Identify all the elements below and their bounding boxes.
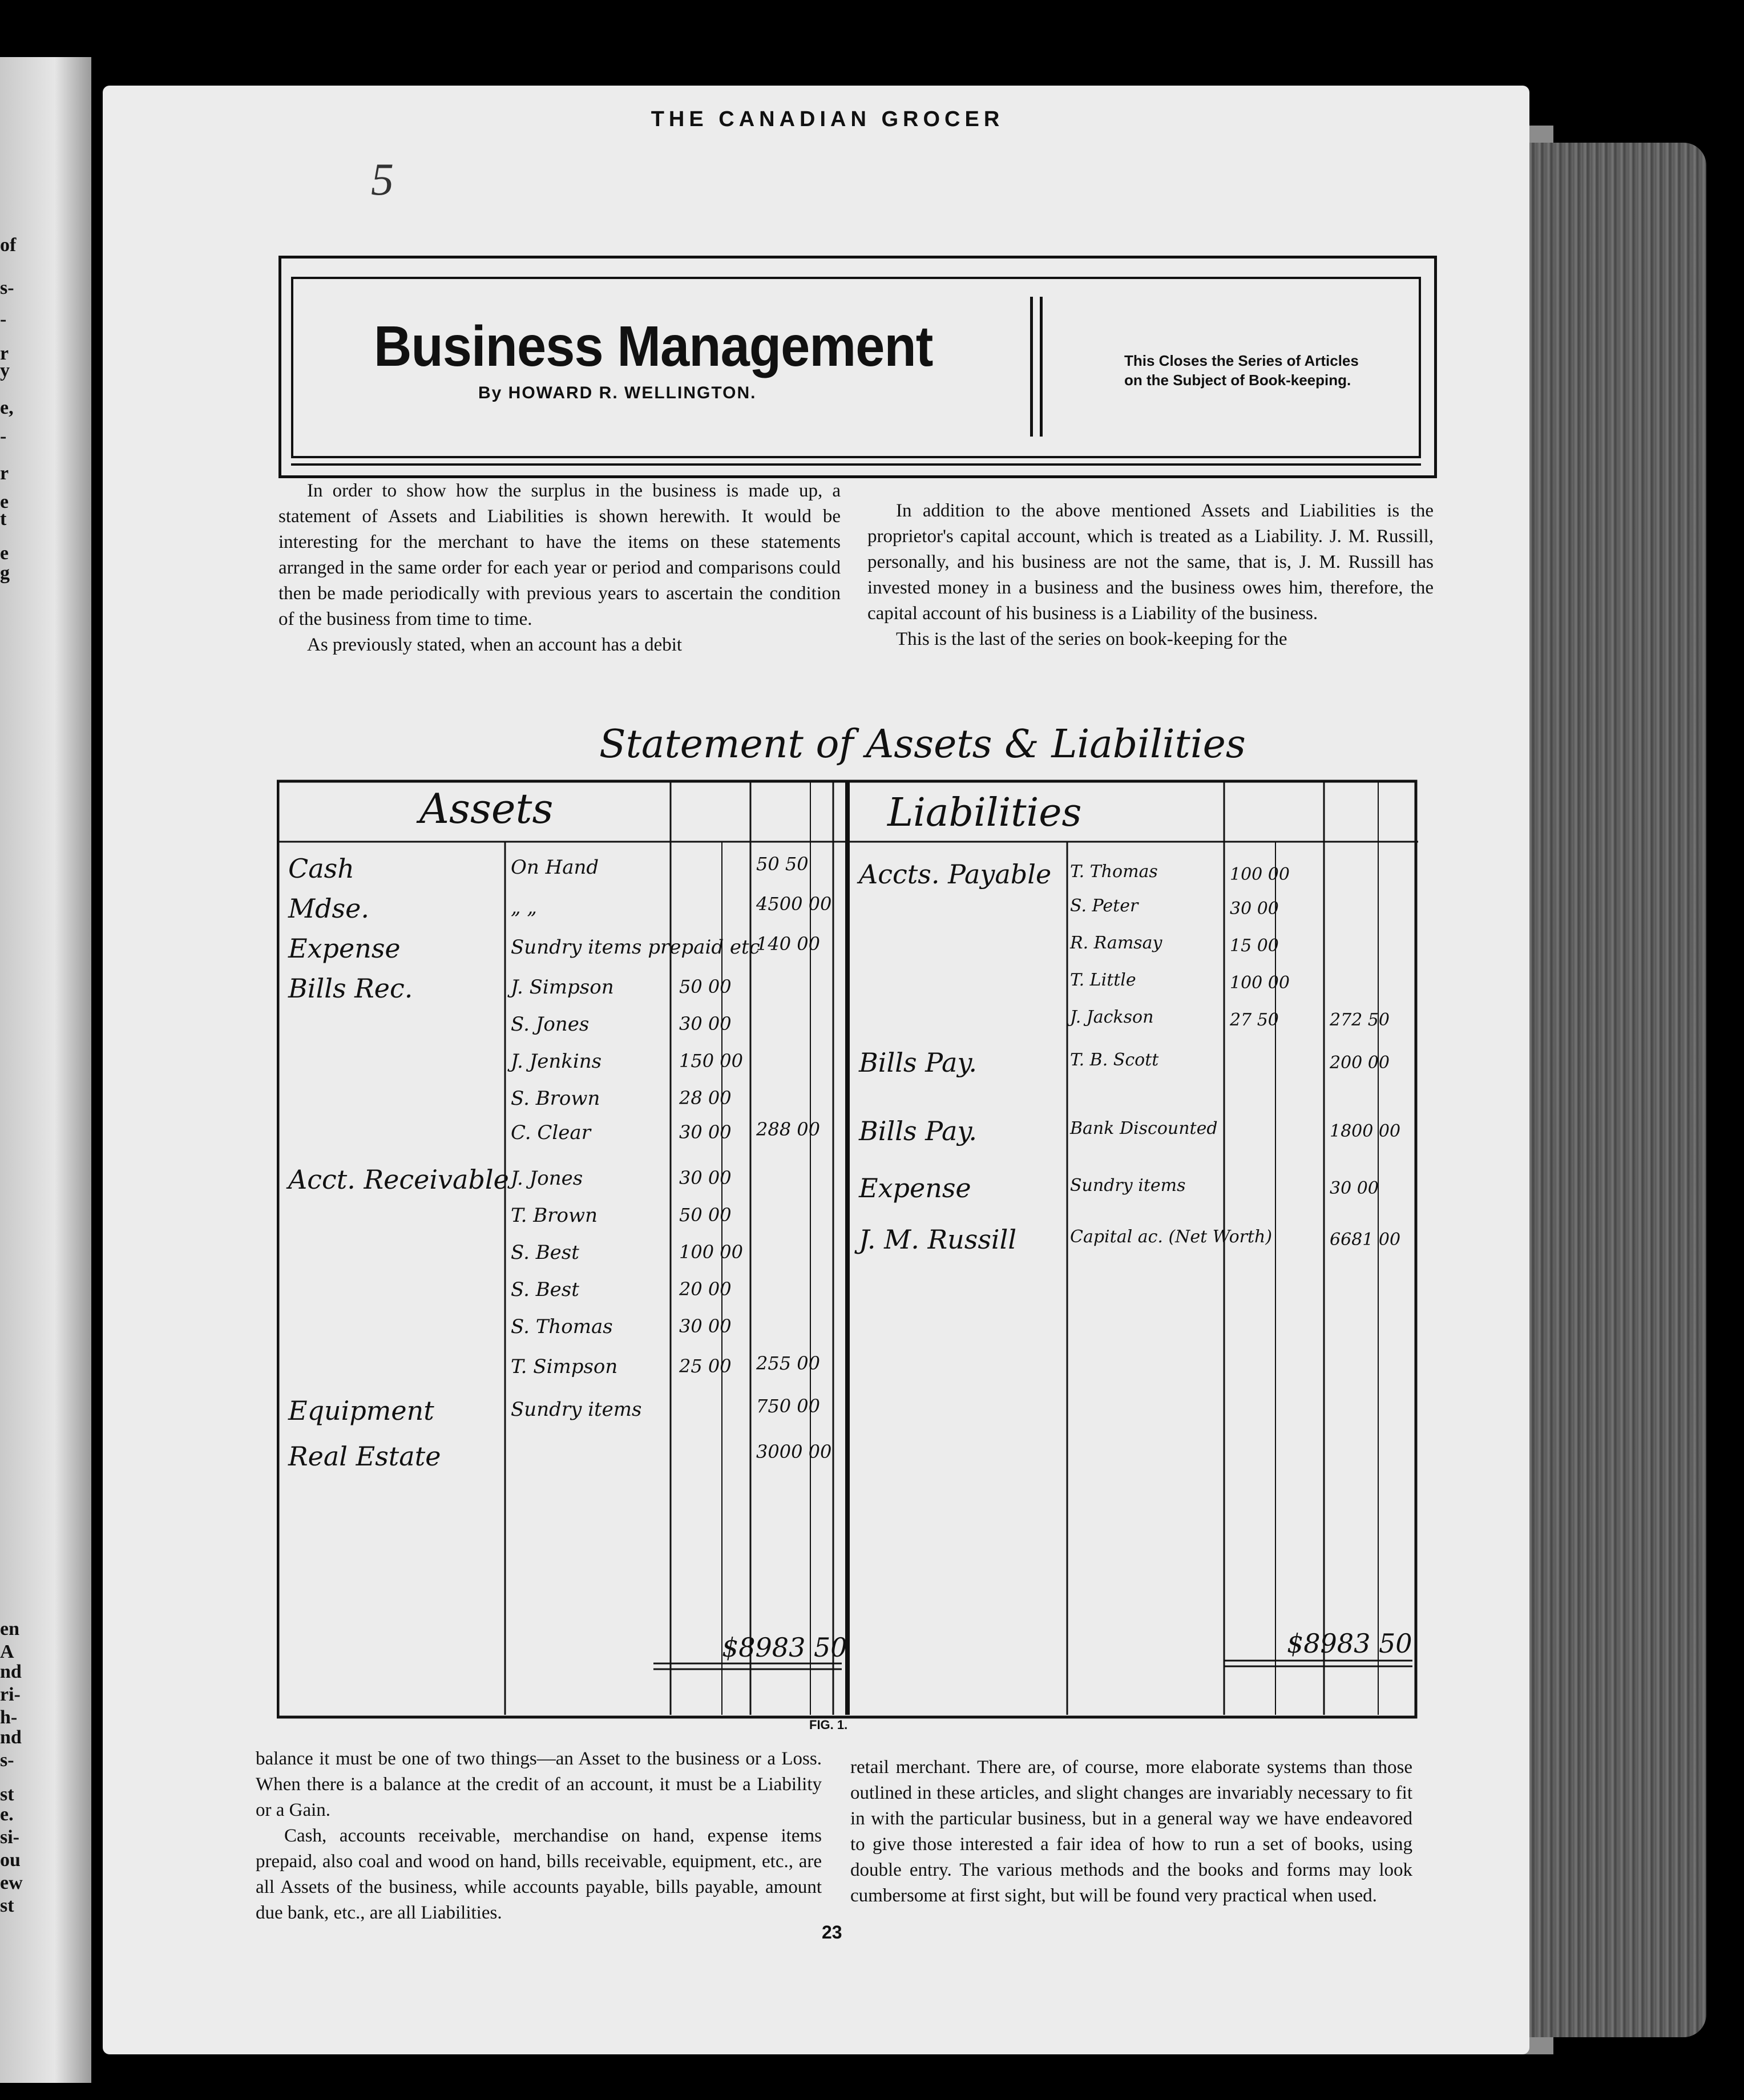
adjacent-page-fragment: - <box>0 426 7 447</box>
asset-amount: 25 00 <box>679 1355 732 1377</box>
article-byline: By HOWARD R. WELLINGTON. <box>478 383 757 402</box>
asset-detail: Sundry items <box>511 1398 642 1421</box>
asset-total: 750 00 <box>756 1395 820 1417</box>
liabilities-header: Liabilities <box>887 790 1082 835</box>
liability-total: 272 50 <box>1330 1010 1390 1030</box>
asset-detail: S. Thomas <box>511 1315 613 1338</box>
book-fore-edge <box>1518 143 1706 2037</box>
series-note: This Closes the Series of Articles on the Subject of Book-keeping. <box>1124 352 1359 389</box>
liability-amount: 15 00 <box>1230 936 1279 956</box>
asset-amount: 150 00 <box>679 1050 743 1072</box>
liability-account: Accts. Payable <box>859 859 1052 890</box>
asset-detail: S. Best <box>511 1241 579 1264</box>
adjacent-page-fragment: si- <box>0 1827 19 1848</box>
liability-detail: J. Jackson <box>1070 1007 1154 1027</box>
adjacent-page-fragment: nd <box>0 1727 22 1748</box>
paragraph: Cash, accounts receivable, merchandise on hand, expense items prepaid, also coal and wood on hand, bills receivable, equipment, etc., are all Assets of the business, while accounts payable, bills payable, amount due bank, etc., are all Liabilities. <box>256 1826 822 1923</box>
adjacent-page-fragment: ri- <box>0 1684 21 1705</box>
liability-amount: 30 00 <box>1230 899 1279 919</box>
liability-total: 200 00 <box>1330 1053 1390 1073</box>
adjacent-page-fragment: h- <box>0 1707 18 1728</box>
asset-account: Acct. Receivable <box>288 1164 509 1195</box>
body-column-bottom-right <box>850 1755 1412 1909</box>
figure-label: FIG. 1. <box>809 1718 848 1732</box>
asset-detail: J. Jenkins <box>511 1050 602 1073</box>
assets-header: Assets <box>419 785 554 833</box>
liability-account: Bills Pay. <box>859 1116 977 1146</box>
asset-total: 50 50 <box>756 853 809 875</box>
liability-detail: T. Thomas <box>1070 862 1158 882</box>
liability-detail: Bank Discounted <box>1070 1118 1218 1138</box>
ledger-rules <box>277 779 1418 1721</box>
title-divider <box>1040 297 1043 437</box>
adjacent-page-fragment: ou <box>0 1849 21 1871</box>
adjacent-page-fragment: t <box>0 508 7 530</box>
adjacent-page-fragment: of <box>0 235 17 256</box>
asset-account: Equipment <box>288 1395 434 1426</box>
adjacent-page-fragment: r <box>0 343 9 364</box>
running-head: THE CANADIAN GROCER <box>651 107 1004 131</box>
liability-detail: Capital ac. (Net Worth) <box>1070 1227 1273 1247</box>
asset-amount: 30 00 <box>679 1315 732 1337</box>
page-number: 23 <box>822 1922 842 1942</box>
asset-amount: 50 00 <box>679 1204 732 1226</box>
title-divider <box>1030 297 1033 437</box>
liabilities-total: $8983 50 <box>1287 1628 1412 1659</box>
asset-amount: 100 00 <box>679 1241 743 1263</box>
paragraph: In addition to the above mentioned Assets and Liabilities is the proprietor's capital account, which is treated as a Liability. J. M. Russill, personally, and his business are not the same, that is, J. M. Russill has invested money in a business and the business owes him, therefore, the capital account of his business is a Liability of the business. <box>867 500 1434 624</box>
adjacent-page-fragment: s- <box>0 1750 14 1771</box>
paragraph: retail merchant. There are, of course, more elaborate systems than those outlined in these articles, and slight changes are invariably necessary to fit in with the particular business, but in a general way we have endeavored to give those interested a fair idea of how to run a set of books, using double entry. The various methods and the books and forms may look cumbersome at first sight, but will be found very practical when used. <box>850 1757 1412 1906</box>
adjacent-page-fragment: en <box>0 1618 19 1639</box>
adjacent-page-fragment: g <box>0 563 10 584</box>
adjacent-page-fragment: e <box>0 491 9 512</box>
asset-detail: T. Simpson <box>511 1355 618 1378</box>
ledger-title: Statement of Assets & Liabilities <box>599 722 1246 767</box>
paragraph: In order to show how the surplus in the business is made up, a statement of Assets and Liabilities is shown herewith. It would be interesting for the merchant to have the items on these statements arranged in the same order for each year or period and comparisons could then be made periodically with previous years to ascertain the condition of the business from time to time. <box>278 480 841 629</box>
liability-detail: Sundry items <box>1070 1176 1186 1196</box>
liability-account: Expense <box>859 1173 971 1204</box>
liability-total: 1800 00 <box>1330 1121 1401 1141</box>
adjacent-page-fragment: A <box>0 1641 14 1662</box>
body-column-top-right <box>867 498 1434 652</box>
liability-detail: R. Ramsay <box>1070 933 1162 953</box>
liability-detail: T. B. Scott <box>1070 1050 1159 1070</box>
adjacent-page-fragment: ew <box>0 1872 23 1893</box>
liability-total: 6681 00 <box>1330 1230 1401 1250</box>
asset-amount: 30 00 <box>679 1121 732 1143</box>
asset-detail: S. Best <box>511 1278 579 1301</box>
asset-amount: 30 00 <box>679 1167 732 1189</box>
body-column-top-left <box>278 478 841 658</box>
liability-amount: 100 00 <box>1230 865 1290 885</box>
asset-account: Mdse. <box>288 893 369 924</box>
adjacent-page-fragment: nd <box>0 1661 22 1682</box>
adjacent-page-fragment: e, <box>0 397 14 418</box>
liability-amount: 27 50 <box>1230 1010 1279 1030</box>
body-column-bottom-left <box>256 1746 822 1926</box>
asset-account: Real Estate <box>288 1441 441 1472</box>
article-title: Business Management <box>374 314 933 378</box>
paragraph: This is the last of the series on book-keeping for the <box>896 629 1287 649</box>
asset-amount: 20 00 <box>679 1278 732 1300</box>
ledger-figure <box>277 779 1418 1721</box>
asset-detail: S. Brown <box>511 1087 600 1110</box>
asset-amount: 50 00 <box>679 976 732 998</box>
adjacent-page-fragment: e <box>0 543 9 564</box>
assets-total: $8983 50 <box>722 1632 847 1663</box>
pencil-mark: 5 <box>371 155 394 205</box>
liability-account: Bills Pay. <box>859 1047 977 1078</box>
adjacent-page-fragment: r <box>0 463 9 484</box>
asset-total: 140 00 <box>756 933 820 955</box>
title-rule <box>291 463 1421 466</box>
asset-detail: „ „ <box>511 896 538 919</box>
asset-total: 288 00 <box>756 1118 820 1140</box>
liability-detail: T. Little <box>1070 970 1136 990</box>
asset-detail: T. Brown <box>511 1204 598 1227</box>
liability-amount: 100 00 <box>1230 973 1290 993</box>
paragraph: As previously stated, when an account has a debit <box>307 635 683 655</box>
asset-detail: J. Jones <box>511 1167 583 1190</box>
adjacent-page-fragment: s- <box>0 277 14 298</box>
liability-account: J. M. Russill <box>859 1224 1017 1255</box>
adjacent-page-fragment: e. <box>0 1804 14 1825</box>
asset-total: 4500 00 <box>756 893 832 915</box>
liability-total: 30 00 <box>1330 1178 1379 1198</box>
asset-total: 3000 00 <box>756 1441 832 1463</box>
adjacent-page-fragment: st <box>0 1895 14 1916</box>
adjacent-page-fragment: - <box>0 309 7 330</box>
asset-account: Bills Rec. <box>288 973 413 1004</box>
asset-account: Expense <box>288 933 401 964</box>
adjacent-page-fragment: st <box>0 1784 14 1805</box>
asset-amount: 28 00 <box>679 1087 732 1109</box>
asset-total: 255 00 <box>756 1352 820 1374</box>
adjacent-page-fragment: y <box>0 360 10 381</box>
asset-detail: Sundry items prepaid etc <box>511 936 760 959</box>
liability-detail: S. Peter <box>1070 896 1139 916</box>
asset-detail: J. Simpson <box>511 976 614 999</box>
asset-amount: 30 00 <box>679 1013 732 1035</box>
asset-detail: On Hand <box>511 856 599 879</box>
asset-detail: S. Jones <box>511 1013 590 1036</box>
paragraph: balance it must be one of two things—an Asset to the business or a Loss. When there is a balance at the credit of an account, it must be a Liability or a Gain. <box>256 1748 822 1820</box>
asset-detail: C. Clear <box>511 1121 591 1144</box>
asset-account: Cash <box>288 853 354 884</box>
